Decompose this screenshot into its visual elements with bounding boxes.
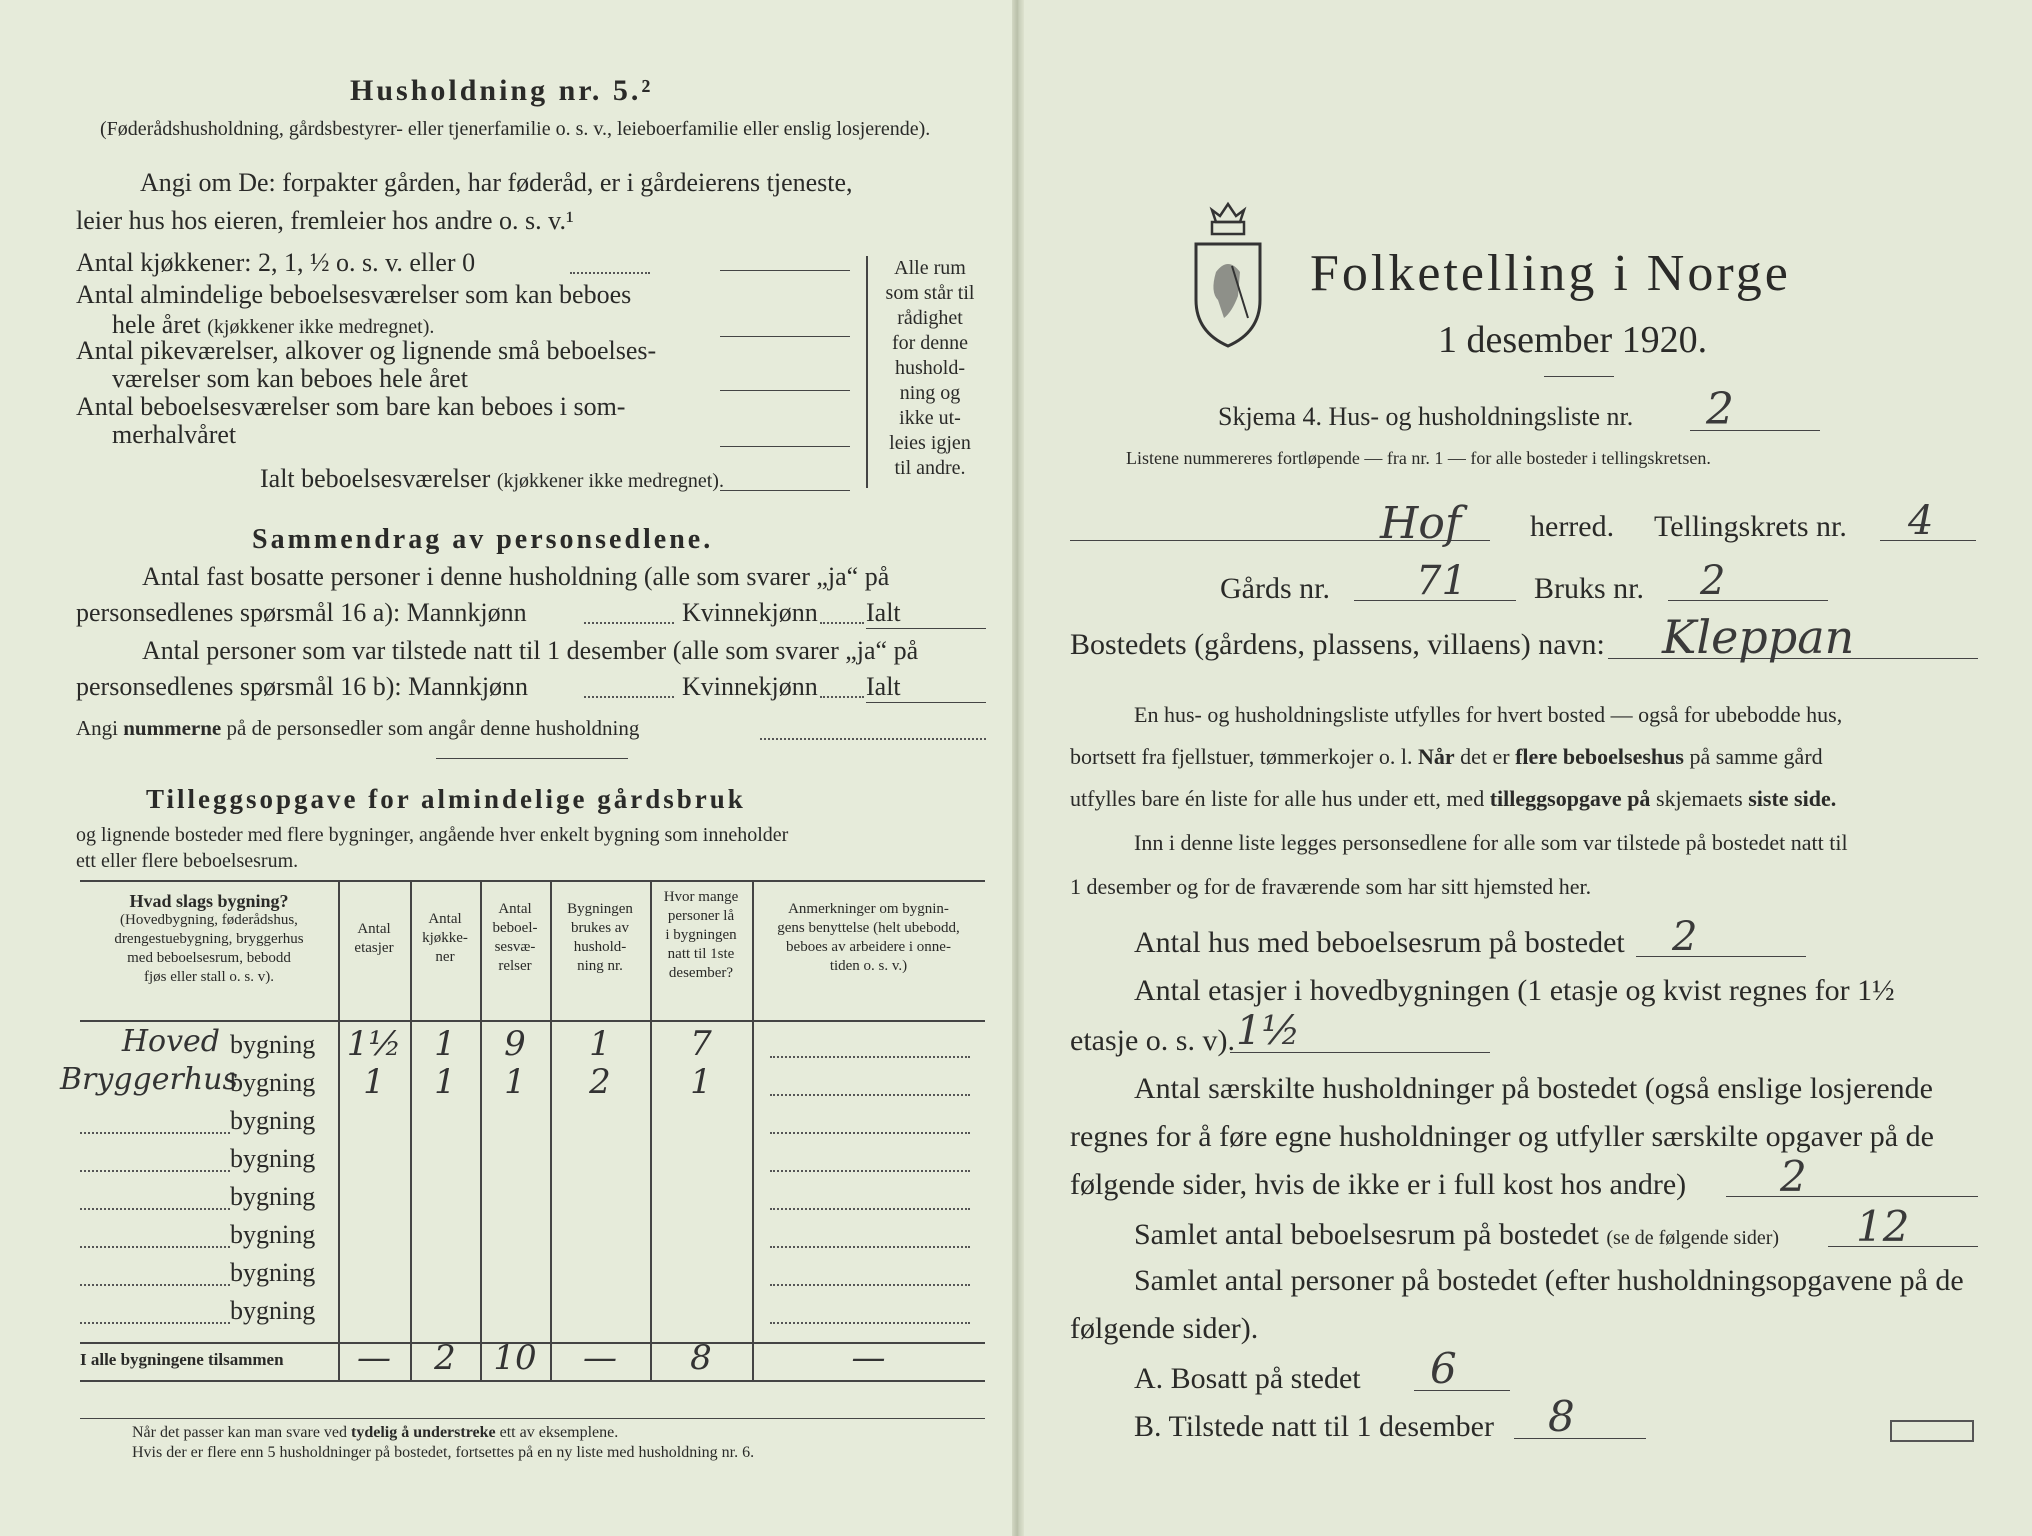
hus-line [1636, 956, 1806, 957]
table-total-persons: 8 [690, 1338, 712, 1378]
table-header-rule [80, 1020, 985, 1022]
tilstede-line [1514, 1438, 1646, 1439]
summary-2-male-dots [584, 696, 674, 698]
table-head-kitchens-line: kjøkke- [422, 930, 468, 946]
rooms-kitchens-dots [570, 272, 650, 274]
numbers-rest: på de personsedler som angår denne husholdning [226, 716, 640, 740]
rooms-small-line [720, 390, 850, 391]
table-head-building-line: med beboelsesrum, bebodd [127, 950, 291, 966]
table-head-rooms-line: relser [498, 958, 532, 974]
table-head-building-line: (Hovedbygning, føderådshus, [120, 912, 298, 928]
footnote-2: Hvis der er flere enn 5 husholdninger på bostedet, fortsettes på en ny liste med husholdning nr. 6. [132, 1444, 755, 1461]
title-divider [1544, 376, 1614, 377]
numbers-prefix: Angi [76, 716, 118, 740]
table-cell-remarks [770, 1132, 970, 1134]
rooms-ordinary-line [720, 336, 850, 337]
tilstede-value: 8 [1548, 1392, 1575, 1441]
census-date: 1 desember 1920. [1438, 319, 1708, 361]
etasjer-line-1: Antal etasjer i hovedbygningen (1 etasje og kvist regnes for 1½ [1134, 974, 1895, 1007]
krets-value: 4 [1908, 498, 1934, 544]
table-head-persons-line: natt til 1ste [667, 946, 735, 962]
intro-line-1: Angi om De: forpakter gården, har føderåd, er i gårdeierens tjeneste, [140, 168, 853, 197]
summary-line-2a: Antal personer som var tilstede natt til 1 desember (alle som svarer „ja“ på [142, 636, 919, 665]
summary-title: Sammendrag av personsedlene. [252, 524, 714, 555]
table-head-floors [338, 920, 410, 958]
table-row-building-word: bygning [230, 1296, 316, 1325]
summary-line-1b: personsedlenes spørsmål 16 a): Mannkjønn [76, 598, 527, 627]
sers-value: 2 [1780, 1152, 1807, 1201]
side-note-brace [866, 256, 870, 488]
side-note-line: hushold- [895, 357, 965, 379]
rooms-total-line [720, 490, 850, 491]
side-note-line: Alle rum [894, 257, 966, 279]
bosted-label: Bostedets (gårdens, plassens, villaens) navn: [1070, 628, 1605, 661]
intro-line-2: leier hus hos eieren, fremleier hos andre o. s. v.¹ [76, 206, 574, 235]
table-row-building-name: Hoved [121, 1024, 220, 1059]
rooms-total-text: Ialt beboelsesværelser [260, 464, 491, 493]
table-cell-personer: 1 [690, 1062, 712, 1102]
table-row-name-dots [80, 1246, 230, 1248]
printer-stamp [1890, 1420, 1974, 1442]
table-bottom-rule [80, 1380, 985, 1382]
table-head-building-line: fjøs eller stall o. s. v). [144, 969, 274, 985]
sers-line-1: Antal særskilte husholdninger på bostedet (også enslige losjerende [1134, 1072, 1933, 1105]
table-row-name-dots [80, 1170, 230, 1172]
rooms-kitchens-line [720, 270, 850, 271]
table-head-remarks-line: Anmerkninger om bygnin- [788, 901, 949, 917]
table-cell-remarks [770, 1284, 970, 1286]
numbers-bold: nummerne [123, 716, 222, 740]
footnote-1 [132, 1424, 618, 1442]
table-row-building-word: bygning [230, 1182, 316, 1211]
para2-line-1: Inn i denne liste legges personsedlene for alle som var tilstede på bostedet natt til [1134, 830, 1848, 855]
etasjer-line-2: etasje o. s. v). [1070, 1024, 1235, 1057]
summary-1-male-dots [584, 622, 674, 624]
footnote-1a: Når det passer kan man svare ved [132, 1424, 348, 1441]
table-row-name-dots [80, 1284, 230, 1286]
rooms-kitchens: Antal kjøkkener: 2, 1, ½ o. s. v. eller 0 [76, 248, 476, 277]
rooms-summer-line [720, 446, 850, 447]
table-row-building-name: Bryggerhus [60, 1062, 238, 1097]
rooms-small-2: værelser som kan beboes hele året [112, 364, 468, 393]
table-head-household-line: brukes av [571, 920, 629, 936]
skjema-value: 2 [1706, 384, 1734, 435]
table-total-floors: — [357, 1338, 391, 1378]
table-total-household: — [583, 1338, 617, 1378]
skjema-note: Listene nummereres fortløpende — fra nr. 1 — for alle bosteder i tellingskretsen. [1126, 448, 1711, 468]
table-cell-etasjer: 1½ [346, 1024, 402, 1064]
side-note-line: ikke ut- [899, 407, 961, 429]
table-row-building-word: bygning [230, 1068, 316, 1097]
summary-2-total-label: Ialt [866, 672, 901, 701]
table-cell-remarks [770, 1208, 970, 1210]
table-cell-remarks [770, 1056, 970, 1058]
rooms-total [260, 464, 724, 494]
hus-label: Antal hus med beboelsesrum på bostedet [1134, 926, 1625, 959]
para1-3b: tilleggsopgave på [1489, 786, 1651, 811]
bruks-line [1668, 600, 1828, 601]
para1-3c: skjemaets [1655, 786, 1743, 811]
table-row-name-dots [80, 1322, 230, 1324]
krets-label: Tellingskrets nr. [1654, 510, 1847, 543]
table-cell-hushold: 2 [589, 1062, 611, 1102]
census-title: Folketelling i Norge [1310, 245, 1791, 302]
pers-line-2: følgende sider). [1070, 1312, 1259, 1345]
side-note-line: leies igjen [889, 432, 971, 454]
table-head-household-line: hushold- [573, 939, 627, 955]
summary-1-total-line [866, 628, 986, 629]
bruks-value: 2 [1700, 558, 1726, 604]
table-head-remarks [752, 900, 985, 976]
section-divider [436, 758, 628, 759]
para1-3d: siste side. [1748, 786, 1837, 811]
sers-line-3: følgende sider, hvis de ikke er i full kost hos andre) [1070, 1168, 1687, 1201]
rooms-ordinary-note: (kjøkkener ikke medregnet). [207, 316, 435, 338]
footnote-rule [80, 1418, 985, 1419]
para1-line-3 [1070, 786, 1836, 812]
bosatt-label: A. Bosatt på stedet [1134, 1362, 1361, 1395]
table-total-kitchens: 2 [434, 1338, 456, 1378]
table-top-rule [80, 880, 985, 882]
rum-label: Samlet antal beboelsesrum på bostedet [1134, 1218, 1599, 1251]
rum-note: (se de følgende sider) [1606, 1227, 1780, 1249]
rum-line [1134, 1218, 1779, 1252]
table-cell-remarks [770, 1094, 970, 1096]
table-head-rooms-line: Antal [498, 901, 532, 917]
side-note-line: ning og [899, 382, 961, 404]
para2-line-2: 1 desember og for de fraværende som har sitt hjemsted her. [1070, 874, 1592, 899]
bosted-value: Kleppan [1662, 610, 1855, 664]
summary-2-total-line [866, 702, 986, 703]
bruks-label: Bruks nr. [1534, 572, 1645, 605]
numbers-line [76, 716, 639, 741]
table-total-label: I alle bygningene tilsammen [80, 1350, 284, 1369]
etasjer-value: 1½ [1236, 1008, 1301, 1054]
para1-2b: Når [1417, 744, 1455, 769]
numbers-dots [760, 738, 986, 740]
table-head-rooms [480, 900, 550, 976]
summary-line-2b: personsedlenes spørsmål 16 b): Mannkjønn [76, 672, 529, 701]
rooms-summer-1: Antal beboelsesværelser som bare kan beboes i som- [76, 392, 626, 421]
table-total-rooms: 10 [493, 1338, 537, 1378]
table-head-rooms-line: sesvæ- [494, 939, 536, 955]
table-head-remarks-line: beboes av arbeidere i onne- [786, 939, 951, 955]
side-note [872, 256, 988, 481]
table-head-persons [650, 888, 752, 983]
side-note-line: som står til [885, 282, 975, 304]
household-subtitle: (Føderådshusholdning, gårdsbestyrer- eller tjenerfamilie o. s. v., leieboerfamilie eller enslig losjerende). [100, 118, 931, 140]
table-cell-hushold: 1 [589, 1024, 611, 1064]
sers-line-2: regnes for å føre egne husholdninger og utfyller særskilte opgaver på de [1070, 1120, 1934, 1153]
table-head-household-line: ning nr. [577, 958, 623, 974]
table-head-rooms-line: beboel- [492, 920, 538, 936]
table-head-household [550, 900, 650, 976]
norway-crest-icon [1188, 200, 1268, 350]
table-row-name-dots [80, 1132, 230, 1134]
table-head-building-line: drengestuebygning, bryggerhus [114, 931, 304, 947]
rooms-ordinary-1: Antal almindelige beboelsesværelser som kan beboes [76, 280, 632, 309]
table-head-kitchens-line: ner [435, 949, 455, 965]
extra-title: Tilleggsopgave for almindelige gårdsbruk [146, 784, 746, 814]
herred-label: herred. [1530, 510, 1615, 543]
para1-2a: bortsett fra fjellstuer, tømmerkojer o. l. [1070, 744, 1413, 769]
para1-line-1: En hus- og husholdningsliste utfylles for hvert bosted — også for ubebodde hus, [1134, 702, 1843, 727]
para1-3a: utfylles bare én liste for alle hus under ett, med [1070, 786, 1485, 811]
household-title: Husholdning nr. 5.² [350, 74, 654, 107]
table-head-persons-line: desember? [668, 965, 734, 981]
table-head-kitchens-line: Antal [428, 911, 462, 927]
gards-label: Gårds nr. [1220, 572, 1330, 605]
table-head-persons-line: i bygningen [665, 927, 737, 943]
summary-1-female-dots [820, 622, 864, 624]
rum-value: 12 [1856, 1202, 1910, 1251]
page-fold [1012, 0, 1024, 1536]
table-head-remarks-line: gens benyttelse (helt ubebodd, [777, 920, 960, 936]
summary-1-total-label: Ialt [866, 598, 901, 627]
table-head-household-line: Bygningen [567, 901, 633, 917]
summary-2-female-dots [820, 696, 864, 698]
herred-value: Hof [1380, 498, 1462, 549]
table-head-persons-line: Hvor mange [663, 889, 739, 905]
pers-line-1: Samlet antal personer på bostedet (efter husholdningsopgavene på de [1134, 1264, 1964, 1297]
hus-value: 2 [1672, 914, 1698, 960]
table-cell-kjokken: 1 [434, 1024, 456, 1064]
table-head-building-title: Hvad slags bygning? [129, 891, 289, 911]
footnote-1c: ett av eksemplene. [499, 1424, 619, 1441]
gards-value: 71 [1416, 558, 1467, 604]
table-cell-vaerelser: 1 [504, 1062, 526, 1102]
table-total-remarks: — [851, 1338, 886, 1378]
para1-line-2 [1070, 744, 1823, 770]
tilstede-label: B. Tilstede natt til 1 desember [1134, 1410, 1494, 1443]
table-row-building-word: bygning [230, 1220, 316, 1249]
table-head-persons-line: personer lå [667, 908, 735, 924]
table-row-building-word: bygning [230, 1030, 316, 1059]
extra-line-2: ett eller flere beboelsesrum. [76, 850, 299, 872]
table-row-name-dots [80, 1208, 230, 1210]
table-row-building-word: bygning [230, 1106, 316, 1135]
bosatt-value: 6 [1430, 1344, 1457, 1393]
rooms-total-note: (kjøkkener ikke medregnet). [496, 470, 724, 492]
side-note-line: for denne [891, 332, 969, 354]
para1-2d: flere beboelseshus [1515, 744, 1684, 769]
bosatt-line [1414, 1390, 1510, 1391]
para1-2c: det er [1460, 744, 1510, 769]
footnote-1b: tydelig å understreke [351, 1424, 496, 1441]
table-head-remarks-line: tiden o. s. v.) [829, 958, 908, 974]
table-cell-vaerelser: 9 [504, 1024, 526, 1064]
table-head-floors-line: etasjer [354, 940, 394, 956]
table-row-building-word: bygning [230, 1144, 316, 1173]
table-cell-kjokken: 1 [434, 1062, 456, 1102]
table-row-building-word: bygning [230, 1258, 316, 1287]
sers-line [1726, 1196, 1978, 1197]
table-cell-personer: 7 [690, 1024, 712, 1064]
rooms-summer-2: merhalvåret [112, 420, 237, 449]
table-cell-remarks [770, 1322, 970, 1324]
para1-2e: på samme gård [1689, 744, 1823, 769]
table-head-floors-line: Antal [357, 921, 391, 937]
rooms-ordinary-2-text: hele året [112, 310, 201, 339]
table-head-kitchens [410, 910, 480, 967]
summary-1-female-label: Kvinnekjønn [682, 598, 818, 627]
side-note-line: til andre. [894, 457, 966, 479]
side-note-line: rådighet [897, 307, 963, 329]
table-cell-remarks [770, 1170, 970, 1172]
building-table [60, 880, 985, 1380]
skjema-label: Skjema 4. Hus- og husholdningsliste nr. [1218, 402, 1634, 431]
table-cell-remarks [770, 1246, 970, 1248]
rooms-small-1: Antal pikeværelser, alkover og lignende små beboelses- [76, 336, 657, 365]
extra-line-1: og lignende bosteder med flere bygninger, angående hver enkelt bygning som inneholder [76, 824, 789, 846]
summary-2-female-label: Kvinnekjønn [682, 672, 818, 701]
table-cell-etasjer: 1 [363, 1062, 385, 1102]
table-head-building-type [80, 892, 338, 987]
summary-line-1a: Antal fast bosatte personer i denne husholdning (alle som svarer „ja“ på [142, 562, 890, 591]
